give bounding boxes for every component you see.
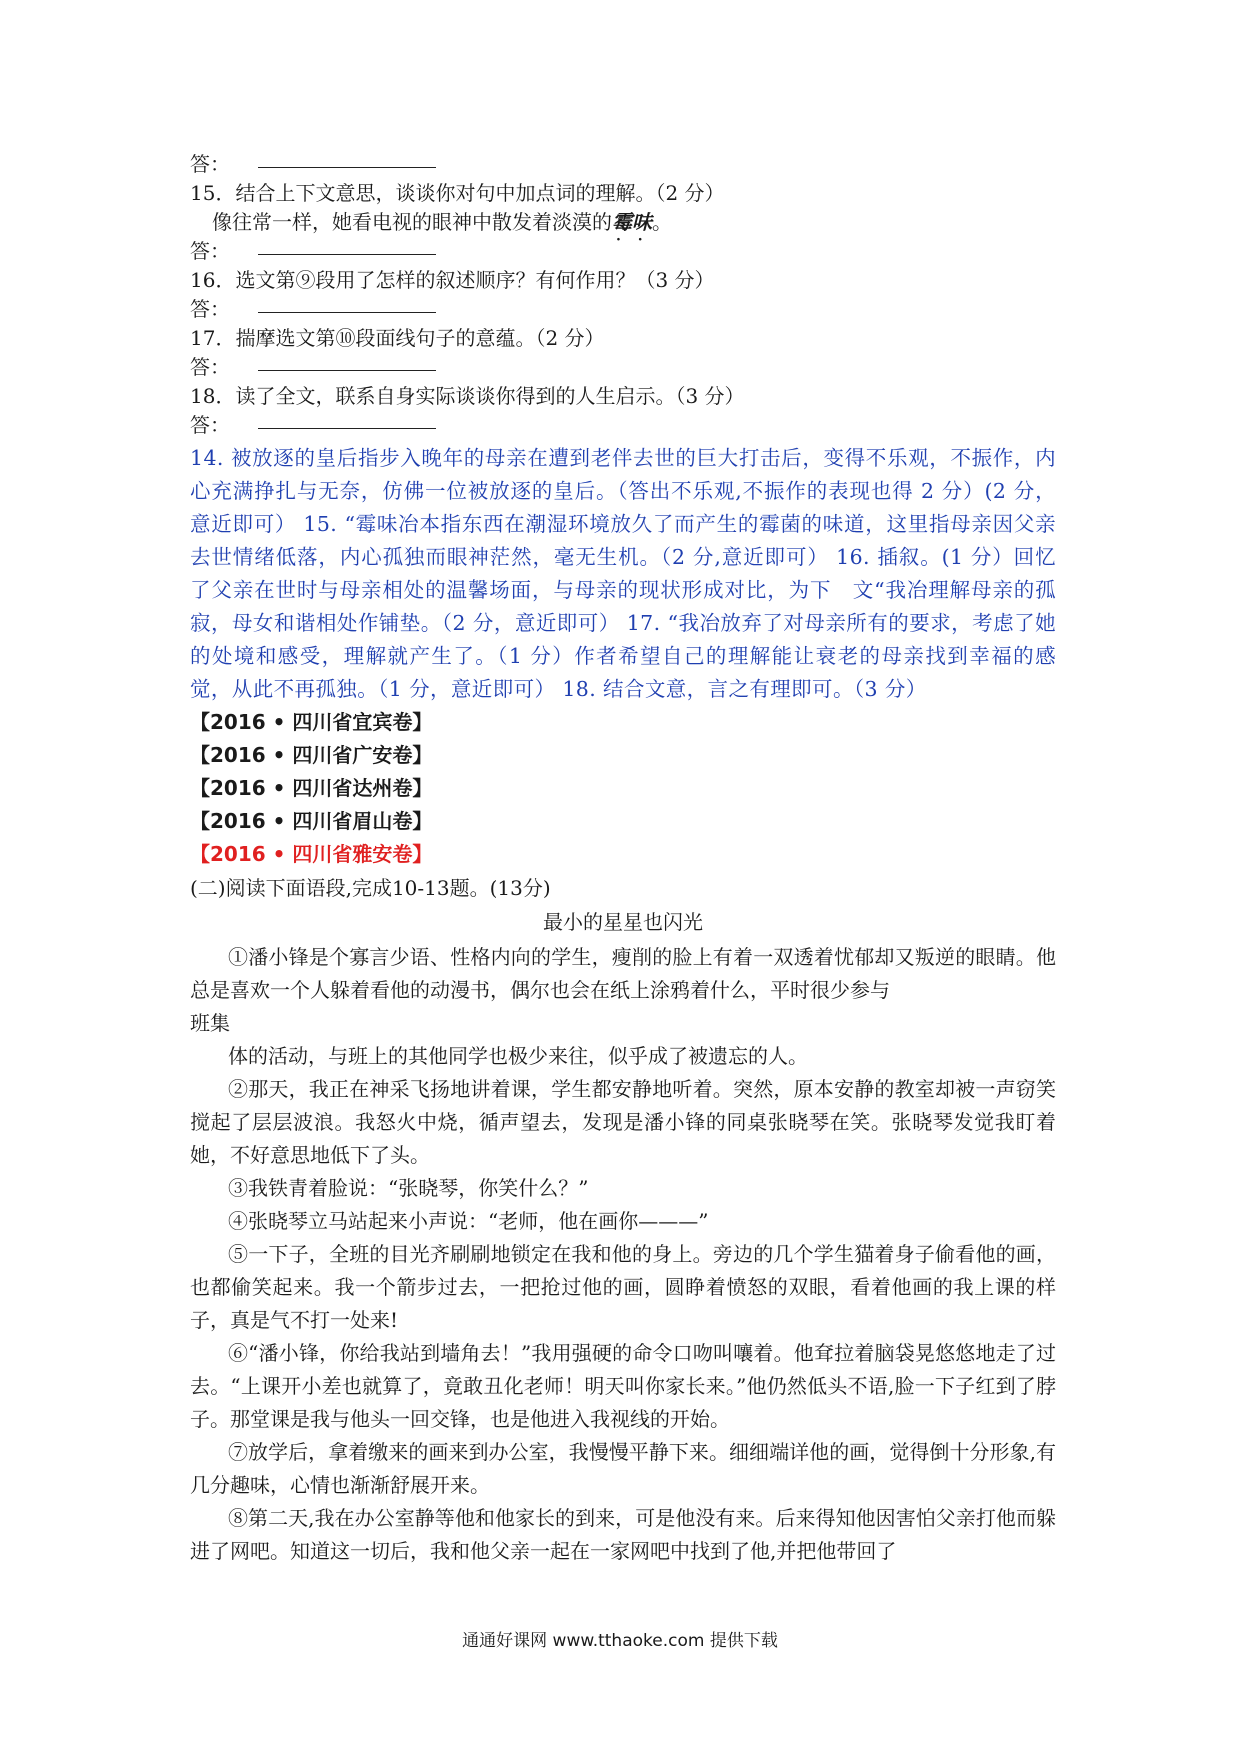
question-17: 17．揣摩选文第⑩段面线句子的意蕴。（2 分） xyxy=(190,326,605,350)
quote-end: 。 xyxy=(652,210,672,234)
exam-label-meishan: 【2016 • 四川省眉山卷】 xyxy=(190,809,433,833)
answer-blank xyxy=(258,253,436,255)
exam-label-guangan: 【2016 • 四川省广安卷】 xyxy=(190,743,433,767)
answer-label: 答： xyxy=(190,239,230,263)
page-footer: 通通好课网 www.tthaoke.com 提供下载 xyxy=(462,1631,778,1651)
question-15: 15．结合上下文意思，谈谈你对句中加点词的理解。（2 分） xyxy=(190,181,725,205)
answer-blank xyxy=(258,166,436,168)
paragraph-4: ④张晓琴立马站起来小声说：“老师，他在画你———” xyxy=(228,1209,709,1233)
answer-line-18 xyxy=(190,411,1056,440)
question-15-quote xyxy=(190,208,1056,237)
answer-label: 答： xyxy=(190,152,230,176)
paragraph-6: ⑥“潘小锋，你给我站到墙角去！”我用强硬的命令口吻叫嚷着。他耷拉着脑袋晃悠悠地走了过去。“上课开小差也就算了，竟敢丑化老师！明天叫你家长来。”他仍然低头不语,脸一下子红到了脖子。那堂课是我与他头一回交锋，也是他进入我视线的开始。 xyxy=(190,1341,1056,1431)
passage-title: 最小的星星也闪光 xyxy=(543,910,703,934)
document-page xyxy=(190,150,1056,1568)
paragraph-1-break: 班集 xyxy=(190,1011,230,1035)
answer-blank xyxy=(258,311,436,313)
answer-line-14 xyxy=(190,150,1056,179)
exam-label-yibin: 【2016 • 四川省宜宾卷】 xyxy=(190,710,433,734)
quote-text: 像往常一样，她看电视的眼神中散发着淡漠的 xyxy=(212,210,612,234)
paragraph-7: ⑦放学后，拿着缴来的画来到办公室，我慢慢平静下来。细细端详他的画，觉得倒十分形象,有几分趣味，心情也渐渐舒展开来。 xyxy=(190,1440,1056,1497)
exam-label-dazhou: 【2016 • 四川省达州卷】 xyxy=(190,776,433,800)
answer-blank xyxy=(258,369,436,371)
paragraph-1-cont: 体的活动，与班上的其他同学也极少来往，似乎成了被遗忘的人。 xyxy=(228,1044,808,1068)
answer-label: 答： xyxy=(190,355,230,379)
paragraph-1: ①潘小锋是个寡言少语、性格内向的学生，瘦削的脸上有着一双透着忧郁却又叛逆的眼睛。他总是喜欢一个人躲着看他的动漫书，偶尔也会在纸上涂鸦着什么，平时很少参与 xyxy=(190,945,1056,1002)
paragraph-2: ②那天，我正在神采飞扬地讲着课，学生都安静地听着。突然，原本安静的教室却被一声窃笑搅起了层层波浪。我怒火中烧，循声望去，发现是潘小锋的同桌张晓琴在笑。张晓琴发觉我盯着她，不好意思地低下了头。 xyxy=(190,1077,1056,1167)
question-18: 18．读了全文，联系自身实际谈谈你得到的人生启示。（3 分） xyxy=(190,384,745,408)
answer-label: 答： xyxy=(190,297,230,321)
paragraph-3: ③我铁青着脸说：“张晓琴，你笑什么？” xyxy=(228,1176,589,1200)
paragraph-5: ⑤一下子，全班的目光齐刷刷地锁定在我和他的身上。旁边的几个学生猫着身子偷看他的画，也都偷笑起来。我一个箭步过去，一把抢过他的画，圆睁着愤怒的双眼，看着他画的我上课的样子，真是气不打一处来! xyxy=(190,1242,1056,1332)
section-heading: (二)阅读下面语段,完成10-13题。(13分) xyxy=(190,876,551,900)
paragraph-8: ⑧第二天,我在办公室静等他和他家长的到来，可是他没有来。后来得知他因害怕父亲打他而躲进了网吧。知道这一切后，我和他父亲一起在一家网吧中找到了他,并把他带回了 xyxy=(190,1506,1056,1563)
answer-label: 答： xyxy=(190,413,230,437)
answer-line-16 xyxy=(190,295,1056,324)
answer-line-17 xyxy=(190,353,1056,382)
question-16: 16．选文第⑨段用了怎样的叙述顺序？有何作用？（3 分） xyxy=(190,268,715,292)
dotted-word: 霉味 · · xyxy=(612,208,652,237)
answer-key: 14. 被放逐的皇后指步入晚年的母亲在遭到老伴去世的巨大打击后，变得不乐观，不振作，内心充满挣扎与无奈，仿佛一位被放逐的皇后。（答出不乐观,不振作的表现也得 2 分）(2 分，意近即可） 15. “霉味冶本指东西在潮湿环境放久了而产生的霉菌的味道，这里指母亲因父亲去世情绪低落，内心孤独而眼神茫然，毫无生机。（2 分,意近即可） 16. 插叙。(1 分）回忆了父亲在世时与母亲相处的温馨场面，与母亲的现状形成对比，为下 文“我冶理解母亲的孤寂，母女和谐相处作铺垫。（2 分，意近即可） 17. “我冶放弃了对母亲所有的要求，考虑了她的处境和感受，理解就产生了。（1 分）作者希望自己的理解能让衰老的母亲找到幸福的感觉，从此不再孤独。（1 分，意近即可） 18. 结合文意，言之有理即可。（3 分） xyxy=(190,446,1056,701)
exam-label-yaan: 【2016 • 四川省雅安卷】 xyxy=(190,842,433,866)
answer-blank xyxy=(258,427,436,429)
